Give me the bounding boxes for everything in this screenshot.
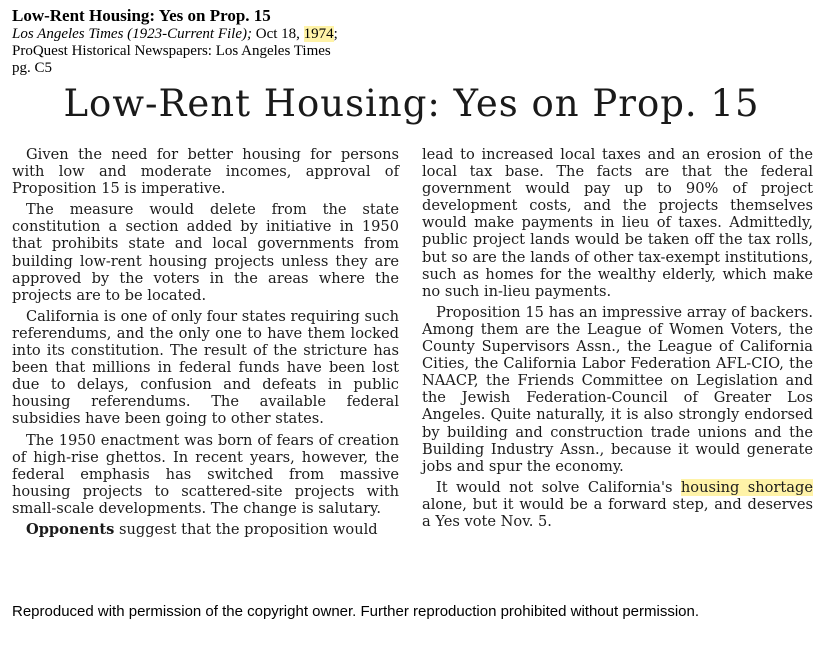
paragraph-text: alone, but it would be a forward step, and deserves a Yes vote Nov. 5.: [422, 495, 813, 530]
article-column-2: [422, 146, 813, 534]
article-column-1: [12, 146, 399, 542]
citation-year: 1974: [303, 26, 334, 42]
paragraph-text: It would not solve California's: [436, 478, 681, 496]
article-headline: Low-Rent Housing: Yes on Prop. 15: [63, 82, 760, 125]
citation-block: [12, 6, 412, 77]
citation-database: ProQuest Historical Newspapers: Los Angeles Times: [12, 43, 331, 59]
paragraph: [422, 479, 813, 530]
citation-source: Los Angeles Times (1923-Current File);: [12, 26, 252, 42]
paragraph: [12, 521, 399, 538]
paragraph: The measure would delete from the state constitution a section added by initiative in 1950 that prohibits state and local governments from building low-rent housing projects unless they are approved by the voters in the areas where the projects are to be located.: [12, 201, 399, 304]
citation-source-line: [12, 26, 412, 43]
paragraph: Proposition 15 has an impressive array of backers. Among them are the League of Women Voters, the County Supervisors Assn., the League of California Cities, the California Labor Federation AFL-CIO, the NAACP, the Friends Committee on Legislation and the Jewish Federation-Council of Greater Los Angeles. Quite naturally, it is also strongly endorsed by building and construction trade unions and the Building Industry Assn., because it would generate jobs and spur the economy.: [422, 303, 813, 475]
citation-date: Oct 18,: [255, 26, 300, 42]
citation-title: Low-Rent Housing: Yes on Prop. 15: [12, 6, 271, 25]
paragraph: California is one of only four states requiring such referendums, and the only one to have them locked into its constitution. The result of the stricture has been that millions in federal funds have been lost due to delays, confusion and defeats in public housing referendums. The available federal subsidies have been going to other states.: [12, 307, 399, 428]
paragraph-text: suggest that the proposition would: [114, 520, 378, 538]
copyright-footer: Reproduced with permission of the copyright owner. Further reproduction prohibited without permission.: [12, 603, 700, 620]
citation-date-suffix: ;: [333, 26, 338, 42]
paragraph: The 1950 enactment was born of fears of creation of high-rise ghettos. In recent years, however, the federal emphasis has switched from massive housing projects to scattered-site projects with small-scale developments. The change is salutary.: [12, 431, 399, 517]
highlighted-term: housing shortage: [680, 478, 813, 496]
paragraph: lead to increased local taxes and an erosion of the local tax base. The facts are that the federal government would pay up to 90% of project development costs, and the projects themselves would make payments in lieu of taxes. Admittedly, public project lands would be taken off the tax rolls, but so are the lands of other tax-exempt institutions, such as homes for the wealthy elderly, which make no such in-lieu payments.: [422, 146, 813, 300]
paragraph: Given the need for better housing for persons with low and moderate incomes, approval of Proposition 15 is imperative.: [12, 146, 399, 198]
paragraph-lead: Opponents: [26, 520, 115, 538]
citation-page: pg. C5: [12, 60, 53, 76]
